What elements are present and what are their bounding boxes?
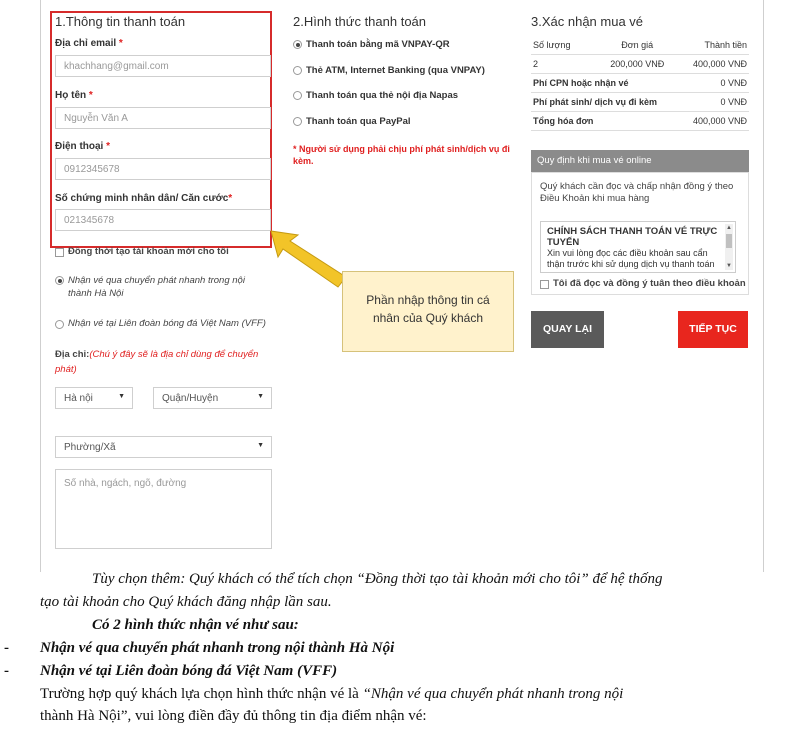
pay-vnpay-qr-label: Thanh toán bằng mã VNPAY-QR [306, 39, 450, 50]
id-field[interactable]: 021345678 [55, 209, 271, 231]
back-button[interactable]: QUAY LẠI [531, 311, 604, 348]
street-address-field[interactable]: Số nhà, ngách, ngõ, đường [55, 469, 272, 549]
email-label: Địa chỉ email * [55, 38, 123, 49]
chevron-down-icon: ▼ [257, 442, 264, 449]
doc-bullet2: Nhận vé tại Liên đoàn bóng đá Việt Nam (VFF) [40, 663, 338, 679]
table-header-cell: Số lượng [531, 36, 593, 55]
delivery-courier-radio[interactable] [55, 276, 64, 285]
pay-atm-radio[interactable] [293, 66, 302, 75]
create-account-checkbox[interactable] [55, 248, 64, 257]
agree-label: Tôi đã đọc và đồng ý tuân theo điều khoản [553, 278, 746, 289]
fee-service-label: Phí phát sinh/ dịch vụ đi kèm [531, 93, 681, 112]
policy-scroll-text: Xin vui lòng đọc các điều khoản sau cẩn thận trước khi sử dụng dịch vụ thanh toán [547, 248, 715, 269]
table-cell: 200,000 VNĐ [593, 55, 681, 74]
delivery-vff-radio[interactable] [55, 320, 64, 329]
doc-paragraph3-line2: thành Hà Nội”, vui lòng điền đầy đủ thông tin địa điểm nhận vé: [40, 708, 427, 724]
chevron-down-icon: ▼ [118, 393, 125, 400]
doc-bullet1: Nhận vé qua chuyển phát nhanh trong nội thành Hà Nội [40, 640, 395, 656]
policy-header: Quy định khi mua vé online [531, 150, 749, 172]
section2-title: 2.Hình thức thanh toán [293, 14, 427, 29]
section1-title: 1.Thông tin thanh toán [55, 14, 186, 29]
ward-select[interactable]: Phường/Xã ▼ [55, 436, 272, 458]
pay-vnpay-qr-radio[interactable] [293, 40, 302, 49]
address-label: Địa chỉ:(Chú ý đây sẽ là địa chỉ dùng để chuyển phát) [55, 349, 259, 375]
checkout-screenshot [40, 0, 764, 572]
delivery-courier-label: Nhận vé qua chuyển phát nhanh trong nội thành Hà Nội [68, 275, 245, 299]
policy-scroll-title: CHÍNH SÁCH THANH TOÁN VÉ TRỰC TUYẾN [547, 226, 718, 248]
table-header-cell: Thành tiền [681, 36, 749, 55]
order-summary-table [531, 36, 749, 131]
pay-napas-label: Thanh toán qua thẻ nội địa Napas [306, 90, 459, 101]
callout-line1: Phần nhập thông tin cá [366, 293, 490, 307]
table-row [531, 112, 749, 131]
total-value: 400,000 VNĐ [681, 112, 749, 131]
doc-paragraph1-line1: Tùy chọn thêm: Quý khách có thể tích chọn “Đồng thời tạo tài khoản mới cho tôi” để hệ thống [92, 571, 663, 587]
doc-bullet-dash: - [4, 663, 9, 679]
policy-panel [531, 172, 749, 295]
table-cell: 2 [531, 55, 593, 74]
section3-title: 3.Xác nhận mua vé [531, 14, 644, 29]
name-field[interactable]: Nguyễn Văn A [55, 107, 271, 129]
doc-paragraph2: Có 2 hình thức nhận vé như sau: [92, 617, 299, 633]
chevron-down-icon: ▼ [257, 393, 264, 400]
scroll-down-icon[interactable]: ▼ [726, 263, 732, 269]
pay-paypal-radio[interactable] [293, 117, 302, 126]
policy-intro: Quý khách cần đọc và chấp nhận đồng ý theo Điều Khoản khi mua hàng [540, 181, 734, 204]
table-row [531, 36, 749, 55]
fee-cpn-label: Phí CPN hoặc nhận vé [531, 74, 681, 93]
agree-checkbox[interactable] [540, 280, 549, 289]
district-select[interactable]: Quận/Huyện ▼ [153, 387, 272, 409]
name-label: Họ tên * [55, 90, 93, 101]
create-account-label: Đồng thời tạo tài khoản mới cho tôi [68, 246, 229, 257]
table-row [531, 55, 749, 74]
pay-paypal-label: Thanh toán qua PayPal [306, 116, 411, 127]
city-select[interactable]: Hà nội ▼ [55, 387, 133, 409]
total-label: Tổng hóa đơn [531, 112, 681, 131]
delivery-vff-label: Nhận vé tại Liên đoàn bóng đá Việt Nam (VFF) [68, 318, 266, 329]
callout-note [342, 271, 514, 352]
doc-paragraph3-line1: Trường hợp quý khách lựa chọn hình thức nhận vé là “Nhận vé qua chuyển phát nhanh trong nội [40, 686, 624, 702]
id-label: Số chứng minh nhân dân/ Căn cước* [55, 193, 233, 204]
policy-scrollbar[interactable] [725, 224, 733, 270]
doc-bullet-dash: - [4, 640, 9, 656]
table-header-cell: Đơn giá [593, 36, 681, 55]
policy-scroll-box[interactable] [540, 221, 736, 273]
phone-field[interactable]: 0912345678 [55, 158, 271, 180]
fee-service-value: 0 VNĐ [681, 93, 749, 112]
pay-atm-label: Thẻ ATM, Internet Banking (qua VNPAY) [306, 65, 485, 76]
payment-fee-note: * Người sử dụng phải chịu phí phát sinh/dịch vụ đi kèm. [293, 144, 510, 166]
callout-line2: nhân của Quý khách [372, 311, 484, 325]
next-button[interactable]: TIẾP TỤC [678, 311, 748, 348]
table-row [531, 74, 749, 93]
table-cell: 400,000 VNĐ [681, 55, 749, 74]
pay-napas-radio[interactable] [293, 91, 302, 100]
scroll-up-icon[interactable]: ▲ [726, 225, 732, 231]
doc-paragraph1-line2: tạo tài khoản cho Quý khách đăng nhập lần sau. [40, 594, 332, 610]
phone-label: Điện thoại * [55, 141, 111, 152]
table-row [531, 93, 749, 112]
email-field[interactable]: khachhang@gmail.com [55, 55, 271, 77]
fee-cpn-value: 0 VNĐ [681, 74, 749, 93]
scroll-thumb[interactable] [726, 234, 732, 248]
